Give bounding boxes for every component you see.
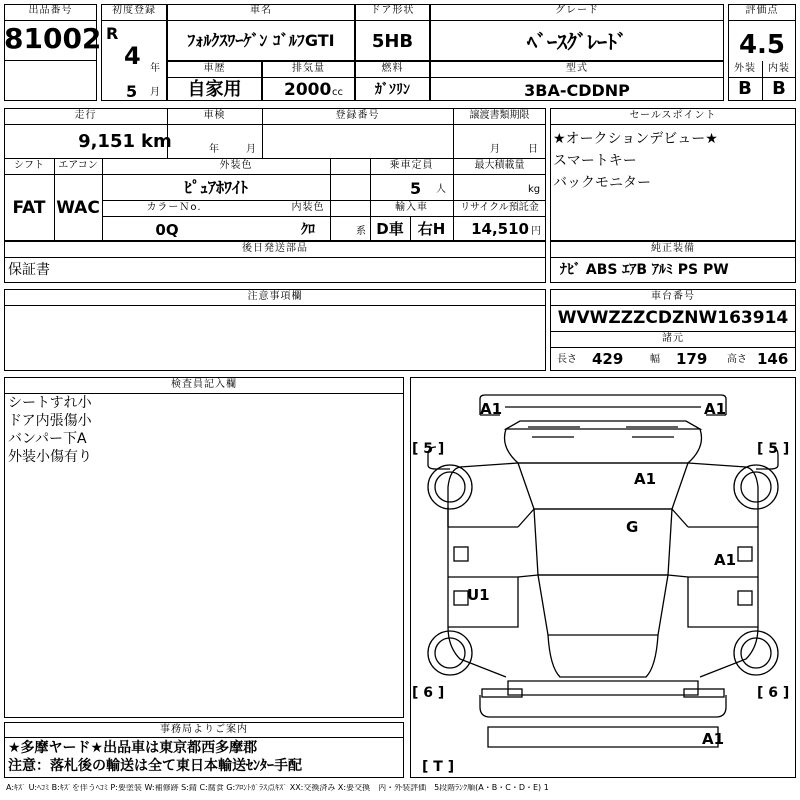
import-label: 輸入車 [395, 202, 428, 213]
first-reg-era: R [106, 24, 119, 43]
recycle-value: 14,510 [471, 220, 529, 238]
plate-label: 登録番号 [335, 110, 380, 121]
model-label: 型式 [566, 63, 588, 74]
inspector-label: 検査員記入欄 [171, 379, 237, 390]
damage-mark-rear: A1 [702, 730, 725, 748]
capacity-label: 乗車定員 [389, 160, 434, 171]
max-load-unit: kg [528, 184, 541, 195]
displacement-value: 2000 [284, 80, 332, 100]
max-load-label: 最大積載量 [474, 160, 525, 171]
tire-spare: [ T ] [422, 759, 455, 775]
car-name-label: 車名 [250, 5, 272, 16]
ext-color-label: 外装色 [219, 160, 253, 171]
transfer-day-unit: 日 [528, 144, 538, 155]
fuel-value: ｶﾞｿﾘﾝ [375, 82, 410, 98]
mileage-value: 9,151 [78, 131, 135, 152]
history-value: 自家用 [187, 79, 242, 100]
fuel-label: 燃料 [381, 63, 404, 74]
selling-point-line: ★オークションデビュー★ [553, 131, 718, 147]
capacity-value: 5 [410, 179, 422, 198]
import-type: D車 [376, 220, 404, 238]
int-color-unit: 系 [356, 226, 366, 237]
mileage-label: 走行 [74, 110, 97, 121]
damage-mark-hood: A1 [634, 470, 657, 488]
inspector-line: シートすれ小 [8, 395, 92, 411]
door-value: 5HB [371, 31, 414, 52]
color-no-label: カラーＮo. [146, 202, 202, 213]
transfer-month-unit: 月 [490, 144, 500, 155]
mileage-unit: km [141, 131, 172, 152]
int-color-label: 内装色 [291, 202, 325, 213]
displacement-label: 排気量 [292, 63, 325, 74]
recycle-label: リサイクル預託金 [460, 202, 539, 213]
tire-rear-left: [ 6 ] [412, 685, 445, 701]
dims-label: 諸元 [662, 333, 684, 344]
inspector-line: バンパー下A [8, 431, 87, 447]
color-no-value: 0Q [155, 221, 179, 239]
int-grade-value: B [772, 78, 786, 99]
grade-label: グレード [555, 5, 599, 16]
model-value: 3BA-CDDNP [524, 81, 630, 100]
width-label: 幅 [650, 354, 660, 365]
first-reg-month: 5 [126, 82, 138, 101]
inspection-month-unit: 月 [246, 144, 256, 155]
office-line: 注意：落札後の輸送は全て東日本輸送ｾﾝﾀｰ手配 [8, 758, 302, 774]
chassis-label: 車台番号 [651, 291, 695, 302]
shift-label: シフト [14, 160, 44, 171]
length-label: 長さ [557, 354, 577, 365]
damage-mark-left-side: U1 [467, 586, 490, 604]
recycle-unit: 円 [531, 226, 541, 237]
ext-grade-value: B [738, 78, 752, 99]
width-value: 179 [676, 350, 708, 368]
office-label: 事務局よりご案内 [160, 724, 248, 735]
lot-number: 81002 [4, 22, 102, 55]
ext-grade-label: 外装 [734, 63, 756, 74]
aircon-label: エアコン [58, 160, 98, 171]
car-name-value: ﾌｫﾙｸｽﾜｰｹﾞﾝ ｺﾞﾙﾌGTI [187, 31, 335, 50]
selling-point-line: バックモニター [553, 175, 651, 191]
equipment-label: 純正装備 [651, 243, 695, 254]
notes-label: 注意事項欄 [247, 291, 303, 302]
damage-mark-front-left: A1 [480, 400, 503, 418]
tire-front-left: [ 5 ] [412, 441, 445, 457]
first-reg-year: 4 [124, 42, 141, 70]
damage-mark-roof: G [626, 518, 639, 536]
length-value: 429 [592, 350, 624, 368]
first-reg-label: 初度登録 [112, 5, 156, 16]
damage-mark-front-right: A1 [704, 400, 727, 418]
door-label: ドア形状 [370, 5, 415, 16]
height-label: 高さ [727, 354, 747, 365]
inspector-line: 外装小傷有り [8, 449, 92, 465]
grade-value: ﾍﾞｰｽｸﾞﾚｰﾄﾞ [527, 30, 627, 54]
tire-rear-right: [ 6 ] [757, 685, 790, 701]
first-reg-year-unit: 年 [150, 63, 160, 74]
aircon-value: WAC [56, 198, 100, 218]
damage-mark-right-side: A1 [714, 551, 737, 569]
import-handle: 右H [417, 220, 446, 238]
inspector-line: ドア内張傷小 [8, 413, 92, 429]
score-value: 4.5 [738, 30, 786, 60]
displacement-unit: cc [332, 87, 343, 98]
shift-value: FAT [12, 198, 46, 218]
height-value: 146 [757, 350, 789, 368]
history-label: 車歴 [203, 63, 226, 74]
lot-label: 出品番号 [28, 5, 73, 16]
later-parts-label: 後日発送部品 [242, 243, 308, 254]
ext-color-value: ﾋﾟｭｱﾎﾜｲﾄ [183, 178, 248, 197]
equipment-value: ﾅﾋﾞ ABS ｴｱB ｱﾙﾐ PS PW [560, 262, 729, 278]
int-grade-label: 内装 [768, 63, 790, 74]
selling-point-line: スマートキー [553, 153, 637, 169]
inspection-year-unit: 年 [209, 144, 219, 155]
int-color-value: ｸﾛ [301, 222, 315, 238]
tire-front-right: [ 5 ] [757, 441, 790, 457]
office-line: ★多摩ヤード★出品車は東京都西多摩郡 [8, 740, 258, 756]
chassis-number: WVWZZZCDZNW163914 [557, 308, 789, 328]
transfer-label: 譲渡書類期限 [469, 110, 530, 121]
car-diagram [410, 377, 796, 778]
first-reg-month-unit: 月 [150, 87, 160, 98]
inspection-label: 車検 [203, 110, 226, 121]
capacity-unit: 人 [436, 184, 446, 195]
legend-text: A:ｷｽﾞ U:ﾍｺﾐ B:ｷｽﾞを伴うﾍｺﾐ P:要塗装 W:補修跡 S:錆 C:腐食 G:ﾌﾛﾝﾄｶﾞﾗｽ点ｷｽﾞ XX:交換済み X:要交換 内・外装評価 5段階ﾗﾝｸ順(A・B・C・D・E) 1 [6, 784, 549, 792]
score-label: 評価点 [745, 5, 779, 16]
selling-points-label: セールスポイント [629, 110, 717, 121]
later-parts-value: 保証書 [8, 262, 50, 278]
